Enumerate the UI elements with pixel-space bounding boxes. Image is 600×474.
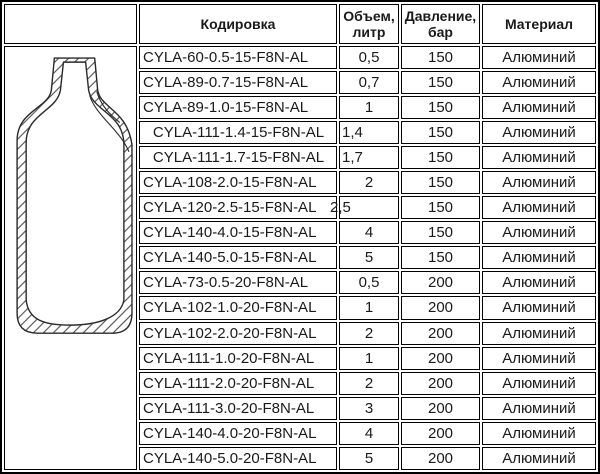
pressure-cell: 150 — [401, 221, 480, 244]
material-cell: Алюминий — [482, 246, 596, 269]
header-volume: Объем, литр — [339, 4, 399, 44]
volume-cell — [330, 196, 399, 219]
pressure-cell: 200 — [401, 397, 480, 420]
material-cell: Алюминий — [482, 271, 596, 294]
code-cell: CYLA-89-0.7-15-F8N-AL — [139, 71, 337, 94]
code-cell: CYLA-102-2.0-20-F8N-AL — [139, 322, 337, 345]
material-cell: Алюминий — [482, 397, 596, 420]
material-cell: Алюминий — [482, 96, 596, 119]
code-cell: CYLA-120-2.5-15-F8N-AL — [139, 196, 337, 219]
pressure-cell: 200 — [401, 271, 480, 294]
volume-cell: 1 — [339, 347, 399, 370]
pressure-cell: 150 — [401, 171, 480, 194]
code-cell: CYLA-140-5.0-20-F8N-AL — [139, 447, 337, 470]
header-pressure: Давление, бар — [401, 4, 480, 44]
header-row — [4, 4, 596, 44]
header-image-cell — [4, 4, 137, 44]
volume-cell: 2 — [339, 372, 399, 395]
code-cell: CYLA-111-1.0-20-F8N-AL — [139, 347, 337, 370]
cylinder-figure-cell — [4, 46, 137, 470]
volume-cell: 0,7 — [339, 71, 399, 94]
pressure-cell: 200 — [401, 347, 480, 370]
code-cell: CYLA-111-2.0-20-F8N-AL — [139, 372, 337, 395]
material-cell: Алюминий — [482, 372, 596, 395]
pressure-cell: 150 — [401, 96, 480, 119]
volume-cell: 1,7 — [339, 146, 399, 169]
pressure-cell: 150 — [401, 196, 480, 219]
material-cell: Алюминий — [482, 422, 596, 445]
volume-value: 2,5 — [330, 199, 351, 217]
material-cell: Алюминий — [482, 46, 596, 69]
header-code: Кодировка — [139, 4, 337, 44]
code-cell: CYLA-111-1.4-15-F8N-AL — [139, 121, 337, 144]
code-cell: CYLA-140-4.0-15-F8N-AL — [139, 221, 337, 244]
material-cell: Алюминий — [482, 347, 596, 370]
volume-cell: 0,5 — [339, 271, 399, 294]
table-row — [4, 46, 596, 69]
code-cell: CYLA-89-1.0-15-F8N-AL — [139, 96, 337, 119]
material-cell: Алюминий — [482, 121, 596, 144]
volume-cell: 2 — [339, 171, 399, 194]
pressure-cell: 200 — [401, 447, 480, 470]
code-cell: CYLA-60-0.5-15-F8N-AL — [139, 46, 337, 69]
pressure-cell: 150 — [401, 246, 480, 269]
pressure-cell: 150 — [401, 46, 480, 69]
pressure-cell: 150 — [401, 121, 480, 144]
material-cell: Алюминий — [482, 196, 596, 219]
code-cell: CYLA-73-0.5-20-F8N-AL — [139, 271, 337, 294]
code-cell: CYLA-140-4.0-20-F8N-AL — [139, 422, 337, 445]
code-cell: CYLA-102-1.0-20-F8N-AL — [139, 296, 337, 319]
pressure-cell: 150 — [401, 71, 480, 94]
volume-cell: 4 — [339, 422, 399, 445]
material-cell: Алюминий — [482, 296, 596, 319]
volume-cell: 5 — [339, 447, 399, 470]
material-cell: Алюминий — [482, 146, 596, 169]
material-cell: Алюминий — [482, 447, 596, 470]
material-cell: Алюминий — [482, 221, 596, 244]
code-cell: CYLA-108-2.0-15-F8N-AL — [139, 171, 337, 194]
cylinder-spec-table — [2, 2, 598, 472]
volume-cell: 5 — [339, 246, 399, 269]
pressure-cell: 200 — [401, 422, 480, 445]
material-cell: Алюминий — [482, 71, 596, 94]
material-cell: Алюминий — [482, 171, 596, 194]
volume-cell: 3 — [339, 397, 399, 420]
pressure-cell: 200 — [401, 296, 480, 319]
material-cell: Алюминий — [482, 322, 596, 345]
pressure-cell: 200 — [401, 372, 480, 395]
code-cell: CYLA-111-1.7-15-F8N-AL — [139, 146, 337, 169]
volume-cell: 4 — [339, 221, 399, 244]
code-cell: CYLA-140-5.0-15-F8N-AL — [139, 246, 337, 269]
gas-cylinder-cross-section-figure — [5, 47, 136, 469]
volume-cell: 1,4 — [339, 121, 399, 144]
volume-cell: 1 — [339, 96, 399, 119]
code-cell: CYLA-111-3.0-20-F8N-AL — [139, 397, 337, 420]
pressure-cell: 150 — [401, 146, 480, 169]
volume-cell: 0,5 — [339, 46, 399, 69]
volume-cell: 1 — [339, 296, 399, 319]
volume-cell: 2 — [339, 322, 399, 345]
pressure-cell: 200 — [401, 322, 480, 345]
header-material: Материал — [482, 4, 596, 44]
